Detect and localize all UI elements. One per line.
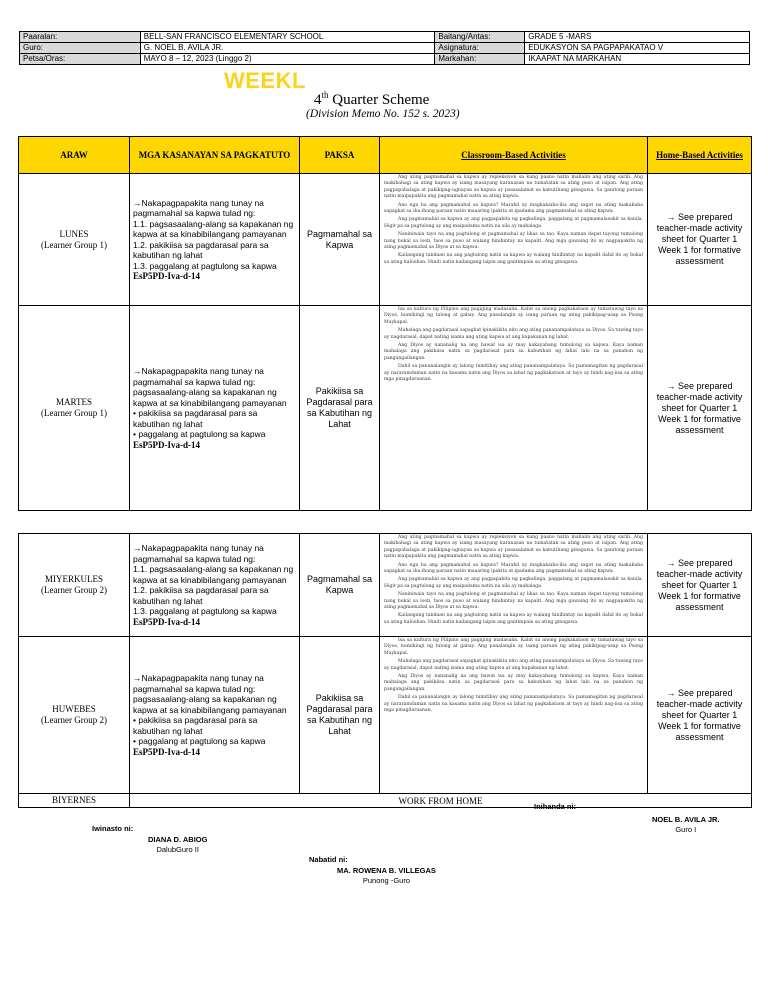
- schedule-row: [19, 534, 752, 637]
- activity-paragraph: Mahalaga ang pagdarasal sapagkat ipinakikita nito ang ating pananampalataya sa Diyos. Sa tuwing tayo ay nagdarasal, dapat nating isama ang ating kapwa at ang kapakanan ng lahat.: [384, 328, 643, 340]
- noted-by-name: MA. ROWENA B. VILLEGAS: [337, 866, 436, 875]
- day-cell: [19, 534, 130, 637]
- quarter-superscript: th: [321, 90, 329, 100]
- info-label: Guro:: [20, 43, 141, 54]
- activity-paragraph: Ang ating pagmamahal sa kapwa ay repleksiyon sa kung paano natin mahalin ang ating sarili. Ang makibahagi sa ating kapwa ay isang masayang karanasan na tumatatak sa ating puso at isipan. Ang ating pagpapahalaga at pakikipag-ugnayan sa kapwa ay pasasalamat sa kabutihang ginagawa. Sa ganitong paraan natin maipapakita ang pagmamahal natin sa ating kapwa.: [384, 535, 643, 560]
- day-name: LUNES: [59, 228, 89, 239]
- competency-code: EsP5PD-Iva-d-14: [133, 271, 200, 281]
- weekly-schedule-table-1: [18, 136, 752, 511]
- competency-line: 1.3. paggalang at pagtulong sa kapwa: [133, 606, 277, 616]
- competency-line: • pakikiisa sa pagdarasal para sa kabutihan ng lahat: [133, 408, 258, 429]
- checked-by-name: DIANA D. ABIOG: [148, 835, 208, 844]
- schedule-row: [19, 637, 752, 794]
- home-activity-cell: → See prepared teacher-made activity sheet for Quarter 1 Week 1 for formative assessment: [648, 534, 752, 637]
- activity-paragraph: Isa sa kultura ng Pilipino ang pagiging madasalin. Kahit sa anong pagkakataon ay tumatawag tayo sa Diyos, humihingi ng tulong at gabay. Ang panalangin ay isang paraan ng ating pakikipag-usap sa Poong Maykapal.: [384, 638, 643, 656]
- classroom-activity-text: [380, 534, 648, 637]
- learner-group: (Learner Group 2): [41, 585, 107, 595]
- day-name: HUWEBES: [52, 704, 96, 714]
- activity-paragraph: Kailangang tandaan na ang pagtulong natin sa kapwa ay walang hinihintay na kapalit dahil ito ay bukal sa ating kalooban. Hindi natin kailangang isipin ang gantimpala sa ating ginagawa.: [384, 253, 643, 265]
- prepared-by-block: [652, 815, 720, 835]
- info-value: EDUKASYON SA PAGPAPAKATAO V: [525, 43, 750, 54]
- column-header-araw: ARAW: [19, 137, 130, 174]
- classroom-activity-text: [380, 174, 648, 306]
- school-info-row: [20, 32, 750, 43]
- competency-code: EsP5PD-Iva-d-14: [133, 746, 200, 757]
- column-header-kasanayan: MGA KASANAYAN SA PAGKATUTO: [130, 137, 300, 174]
- competency-cell: [130, 306, 300, 511]
- competency-line: 1.1. pagsasaalang-alang sa kapakanan ng kapwa at sa kinabibilangang pamayanan: [133, 564, 294, 585]
- topic-cell: Pagmamahal sa Kapwa: [300, 174, 380, 306]
- weekly-title: WEEKL: [224, 68, 306, 93]
- info-label: Paaralan:: [20, 32, 141, 43]
- checked-by-title: DalubGuro II: [156, 845, 199, 854]
- competency-code: EsP5PD-Iva-d-14: [133, 616, 200, 627]
- weekly-schedule-table-2: [18, 533, 752, 808]
- home-activity-cell: → See prepared teacher-made activity sheet for Quarter 1 Week 1 for formative assessment: [648, 306, 752, 511]
- school-info-row: [20, 43, 750, 54]
- day-name: MIYERKULES: [45, 574, 103, 584]
- competency-line: →Nakapagpapakita nang tunay na pagmamahal sa kapwa tulad ng:: [133, 366, 264, 387]
- competency-cell: [130, 534, 300, 637]
- home-activity-cell: → See prepared teacher-made activity sheet for Quarter 1 Week 1 for formative assessment: [648, 174, 752, 306]
- competency-line: pagsasaalang-alang sa kapakanan ng kapwa at sa kinabibilangang pamayanan: [133, 387, 287, 408]
- competency-line: →Nakapagpapakita nang tunay na pagmamahal sa kapwa tulad ng:: [133, 673, 264, 694]
- competency-line: pagsasaalang-alang sa kapakanan ng kapwa at sa kinabibilangang pamayanan: [133, 694, 287, 715]
- division-memo: (Division Memo No. 152 s. 2023): [306, 108, 460, 120]
- quarter-title: [314, 90, 429, 109]
- activity-paragraph: Ano nga ba ang pagmamahal sa kapwa? Marahil ay magkakaiba-iba ang sagot na ating makukuha sapagkat sa iba-ibang paraan natin maaaring ipakita at ipadama ang pagmamahal sa ating kapwa.: [384, 562, 643, 575]
- work-from-home-note: WORK FROM HOME: [130, 794, 752, 808]
- day-cell: [19, 637, 130, 794]
- info-label: Markahan:: [435, 54, 525, 65]
- activity-paragraph: Naniniwala tayo na ang pagtulong at pagmamahal ay likas sa tao. Kaya naman dapat tayong tumulong nang bukal sa loob, taos sa puso at walang hinihintay na kapalit. Ang mga gawaing ito ay nagpapakita ng ating pagmamahal sa Diyos at sa kapwa.: [384, 232, 643, 251]
- competency-cell: [130, 174, 300, 306]
- activity-paragraph: Kailangang tandaan na ang pagtulong natin sa kapwa ay walang hinihintay na kapalit dahil ito ay bukal sa ating kalooban. Hindi natin kailangang isipin ang gantimpala sa ating ginagawa.: [384, 613, 643, 625]
- home-activity-cell: → See prepared teacher-made activity sheet for Quarter 1 Week 1 for formative assessment: [648, 637, 752, 794]
- competency-line: • paggalang at pagtulong sa kapwa: [133, 429, 266, 439]
- learner-group: (Learner Group 2): [41, 715, 107, 725]
- activity-paragraph: Ano nga ba ang pagmamahal sa kapwa? Marahil ay magkakaiba-iba ang sagot na ating makukuha sapagkat sa iba-ibang paraan natin maaaring ipakita at ipadama ang pagmamahal sa ating kapwa.: [384, 202, 643, 215]
- info-value: G. NOEL B. AVILA JR.: [140, 43, 435, 54]
- learner-group: (Learner Group 1): [41, 408, 107, 418]
- column-header-classroom: Classroom-Based Activities: [380, 137, 648, 174]
- schedule-body-2: [19, 534, 752, 808]
- topic-cell: Pagmamahal sa Kapwa: [300, 534, 380, 637]
- quarter-text: Quarter Scheme: [328, 92, 430, 108]
- topic-cell: Pakikiisa sa Pagdarasal para sa Kabutihan ng Lahat: [300, 637, 380, 794]
- info-label: Baitang/Antas:: [435, 32, 525, 43]
- info-value: BELL-SAN FRANCISCO ELEMENTARY SCHOOL: [140, 32, 435, 43]
- biyernes-row: [19, 794, 752, 808]
- competency-line: 1.1. pagsasaalang-alang sa kapakanan ng kapwa at sa kinabibilangang pamayanan: [133, 218, 294, 239]
- noted-by-label: Nabatid ni:: [309, 855, 348, 864]
- competency-cell: [130, 637, 300, 794]
- activity-paragraph: Naniniwala tayo na ang pagtulong at pagmamahal ay likas sa tao. Kaya naman dapat tayong tumulong nang bukal sa loob, taos sa puso at walang hinihintay na kapalit. Ang mga gawaing ito ay nagpapakita ng ating pagmamahal sa Diyos at sa kapwa.: [384, 592, 643, 611]
- noted-by-title: Punong -Guro: [362, 876, 410, 885]
- topic-cell: Pakikiisa sa Pagdarasal para sa Kabutihan ng Lahat: [300, 306, 380, 511]
- school-info-row: [20, 54, 750, 65]
- prepared-by-title: Guro I: [675, 825, 697, 834]
- activity-paragraph: Ang ating pagmamahal sa kapwa ay repleksiyon sa kung paano natin mahalin ang ating sarili. Ang makibahagi sa ating kapwa ay isang masayang karanasan na tumatatak sa ating puso at isipan. Ang ating pagpapahalaga at pakikipag-ugnayan sa kapwa ay pasasalamat sa kabutihang ginagawa. Sa ganitong paraan natin maipapakita ang pagmamahal natin sa ating kapwa.: [384, 175, 643, 200]
- day-name: MARTES: [56, 397, 92, 407]
- prepared-by-label: Inihanda ni:: [534, 802, 577, 811]
- info-value: GRADE 5 -MARS: [525, 32, 750, 43]
- activity-paragraph: Ang Diyos ay nananalig na ang bawat isa ay may kakayahang tumulong sa kapwa. Kaya naman mahalaga ang pakikiisa natin sa pagdarasal para sa kabutihan ng lahat lalo na sa panahon ng pangangailangan.: [384, 674, 643, 692]
- competency-line: 1.2. pakikiisa sa pagdarasal para sa kabutihan ng lahat: [133, 585, 269, 606]
- checked-by-label: Iwinasto ni:: [92, 824, 134, 833]
- competency-line: →Nakapagpapakita nang tunay na pagmamahal sa kapwa tulad ng:: [133, 197, 264, 218]
- competency-line: 1.2. pakikiisa sa pagdarasal para sa kabutihan ng lahat: [133, 239, 269, 260]
- learner-group: (Learner Group 1): [41, 239, 107, 250]
- info-label: Petsa/Oras:: [20, 54, 141, 65]
- checked-by-block: [148, 835, 207, 855]
- activity-paragraph: Dahil sa pananalangin ay lalong tumitibay ang ating pananampalataya. Sa pamamagitan ng pagdarasal ay nararamdaman natin na kasama natin ang Diyos sa lahat ng pagkakataon at tayo ay hindi nag-iisa sa ating mga pinagdaraanan.: [384, 695, 643, 714]
- column-header-home: Home-Based Activities: [648, 137, 752, 174]
- classroom-activity-text: [380, 306, 648, 511]
- column-header-paksa: PAKSA: [300, 137, 380, 174]
- prepared-by-name: NOEL B. AVILA JR.: [652, 815, 720, 824]
- competency-line: • paggalang at pagtulong sa kapwa: [133, 736, 266, 746]
- activity-paragraph: Ang Diyos ay nananalig na ang bawat isa ay may kakayahang tumulong sa kapwa. Kaya naman mahalaga ang pakikiisa natin sa pagdarasal para sa kabutihan ng lahat lalo na sa panahon ng pangangailangan.: [384, 343, 643, 361]
- info-value: MAYO 8 – 12, 2023 (Linggo 2): [140, 54, 435, 65]
- competency-line: • pakikiisa sa pagdarasal para sa kabutihan ng lahat: [133, 715, 258, 736]
- schedule-row: [19, 306, 752, 511]
- day-cell: [19, 306, 130, 511]
- schedule-row: [19, 174, 752, 306]
- info-label: Asignatura:: [435, 43, 525, 54]
- activity-paragraph: Ang pagmamahal sa kapwa ay ang pagpapakita ng pagkalinga, paggalang at pagmamalasakit sa kanila. Higit pa sa pagtulong ay ang maipadama natin na sila ay mahalaga.: [384, 577, 643, 589]
- quarter-number: 4: [314, 92, 322, 108]
- activity-paragraph: Isa sa kultura ng Pilipino ang pagiging madasalin. Kahit sa anong pagkakataon ay tumatawag tayo sa Diyos, humihingi ng tulong at gabay. Ang panalangin ay isang paraan ng ating pakikipag-usap sa Poong Maykapal.: [384, 307, 643, 325]
- day-name-biyernes: BIYERNES: [19, 794, 130, 808]
- activity-paragraph: Dahil sa pananalangin ay lalong tumitibay ang ating pananampalataya. Sa pamamagitan ng pagdarasal ay nararamdaman natin na kasama natin ang Diyos sa lahat ng pagkakataon at tayo ay hindi nag-iisa sa ating mga pinagdaraanan.: [384, 364, 643, 383]
- day-cell: [19, 174, 130, 306]
- schedule-body-1: [19, 174, 752, 511]
- competency-code: EsP5PD-Iva-d-14: [133, 439, 200, 450]
- activity-paragraph: Mahalaga ang pagdarasal sapagkat ipinakikita nito ang ating pananampalataya sa Diyos. Sa tuwing tayo ay nagdarasal, dapat nating isama ang ating kapwa at ang kapakanan ng lahat.: [384, 659, 643, 671]
- school-info-table: [19, 31, 750, 65]
- competency-line: 1.3. paggalang at pagtulong sa kapwa: [133, 260, 277, 271]
- noted-by-block: [337, 866, 436, 886]
- competency-line: →Nakapagpapakita nang tunay na pagmamahal sa kapwa tulad ng:: [133, 543, 264, 564]
- info-value: IKAAPAT NA MARKAHAN: [525, 54, 750, 65]
- activity-paragraph: Ang pagmamahal sa kapwa ay ang pagpapakita ng pagkalinga, paggalang at pagmamalasakit sa kanila. Higit pa sa pagtulong ay ang maipadama natin na sila ay mahalaga.: [384, 217, 643, 229]
- column-header-row: [19, 137, 752, 174]
- classroom-activity-text: [380, 637, 648, 794]
- school-info-body: [20, 32, 750, 65]
